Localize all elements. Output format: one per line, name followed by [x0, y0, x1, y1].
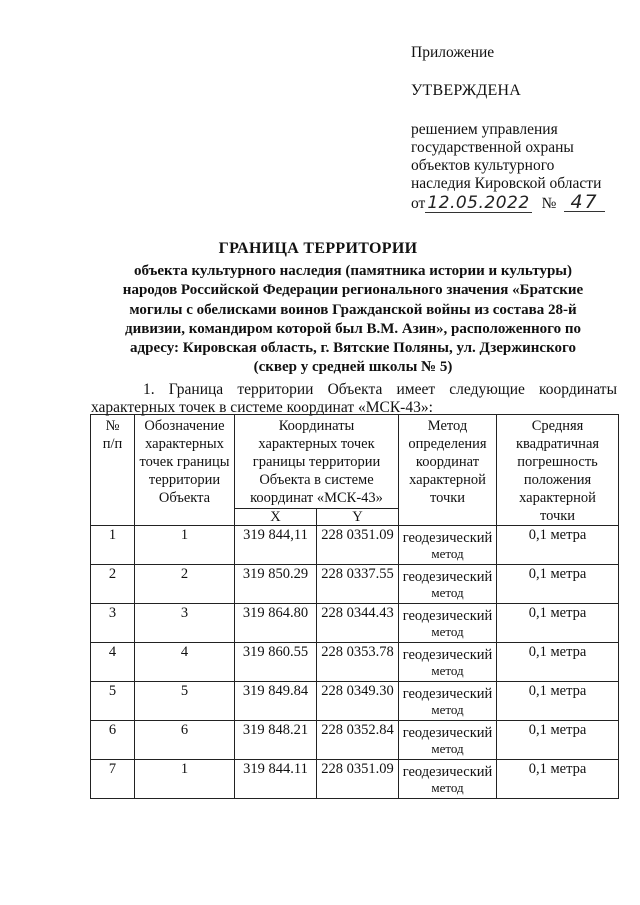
cell-y: 228 0337.55 — [317, 565, 399, 604]
table-row — [91, 682, 619, 721]
table-row — [91, 721, 619, 760]
cell-method: геодезический метод — [399, 760, 497, 799]
document-title: ГРАНИЦА ТЕРРИТОРИИ — [218, 240, 418, 257]
cell-point: 3 — [135, 604, 235, 643]
handwritten-date: 12.05.2022 — [427, 193, 530, 213]
number-sign: № — [541, 195, 557, 212]
cell-point: 6 — [135, 721, 235, 760]
cell-error: 0,1 метра — [497, 721, 619, 760]
header-y: Y — [317, 508, 399, 525]
cell-y: 228 0353.78 — [317, 643, 399, 682]
header-coordinates: Координаты характерных точек границы территории Объекта в системе координат «МСК-43» — [235, 415, 399, 509]
cell-point: 1 — [135, 760, 235, 799]
cell-method: геодезический метод — [399, 643, 497, 682]
table-row — [91, 604, 619, 643]
cell-x: 319 844,11 — [235, 526, 317, 565]
cell-method: геодезический метод — [399, 526, 497, 565]
cell-y: 228 0344.43 — [317, 604, 399, 643]
cell-point: 4 — [135, 643, 235, 682]
decision-line: объектов культурного — [411, 157, 555, 174]
decision-line: наследия Кировской области — [411, 175, 602, 192]
cell-x: 319 848.21 — [235, 721, 317, 760]
table-row — [91, 760, 619, 799]
subtitle-line: дивизии, командиром которой был В.М. Азин», расположенного по — [125, 320, 581, 337]
cell-num: 6 — [91, 721, 135, 760]
cell-point: 1 — [135, 526, 235, 565]
cell-method: геодезический метод — [399, 682, 497, 721]
cell-point: 5 — [135, 682, 235, 721]
header-x: X — [235, 508, 317, 525]
cell-method: геодезический метод — [399, 565, 497, 604]
subtitle-line: народов Российской Федерации регионального значения «Братские — [122, 282, 584, 299]
cell-method: геодезический метод — [399, 721, 497, 760]
subtitle-line: объекта культурного наследия (памятника истории и культуры) — [133, 263, 572, 279]
header-num: № п/п — [91, 415, 135, 526]
date-prefix: от — [411, 195, 426, 212]
subtitle-line: могилы с обелисками воинов Гражданской войны из состава 28-й — [129, 301, 577, 318]
header-error: Средняя квадратичная погрешность положения характерной точки — [497, 415, 619, 526]
cell-y: 228 0351.09 — [317, 760, 399, 799]
handwritten-number: 47 — [564, 193, 604, 212]
cell-num: 3 — [91, 604, 135, 643]
cell-y: 228 0352.84 — [317, 721, 399, 760]
cell-error: 0,1 метра — [497, 760, 619, 799]
cell-error: 0,1 метра — [497, 643, 619, 682]
decision-line: государственной охраны — [411, 139, 574, 156]
cell-num: 7 — [91, 760, 135, 799]
subtitle-line: (сквер у средней школы № 5) — [253, 359, 453, 376]
approval-block — [411, 44, 621, 213]
cell-x: 319 864.80 — [235, 604, 317, 643]
coordinates-table — [90, 414, 619, 799]
header-method: Метод определения координат характерной точки — [399, 415, 497, 526]
body-paragraph: 1. Граница территории Объекта имеет следующие координаты характерных точек в системе координат «МСК-43»: — [91, 381, 617, 416]
cell-y: 228 0351.09 — [317, 526, 399, 565]
cell-error: 0,1 метра — [497, 604, 619, 643]
table-row — [91, 643, 619, 682]
cell-x: 319 849.84 — [235, 682, 317, 721]
subtitle-line: адресу: Кировская область, г. Вятские Поляны, ул. Дзержинского — [130, 340, 576, 357]
decision-line: решением управления — [411, 121, 558, 138]
cell-num: 4 — [91, 643, 135, 682]
cell-error: 0,1 метра — [497, 682, 619, 721]
cell-x: 319 860.55 — [235, 643, 317, 682]
table-row — [91, 526, 619, 565]
cell-y: 228 0349.30 — [317, 682, 399, 721]
cell-num: 2 — [91, 565, 135, 604]
appendix-label: Приложение — [411, 44, 495, 61]
cell-method: геодезический метод — [399, 604, 497, 643]
cell-error: 0,1 метра — [497, 526, 619, 565]
document-subtitle — [98, 262, 608, 378]
cell-x: 319 850.29 — [235, 565, 317, 604]
cell-num: 5 — [91, 682, 135, 721]
cell-num: 1 — [91, 526, 135, 565]
header-designation: Обозначение характерных точек границы территории Объекта — [135, 415, 235, 526]
cell-error: 0,1 метра — [497, 565, 619, 604]
table-row — [91, 565, 619, 604]
cell-x: 319 844.11 — [235, 760, 317, 799]
approved-label: УТВЕРЖДЕНА — [411, 82, 522, 99]
date-number-line — [411, 193, 621, 213]
cell-point: 2 — [135, 565, 235, 604]
